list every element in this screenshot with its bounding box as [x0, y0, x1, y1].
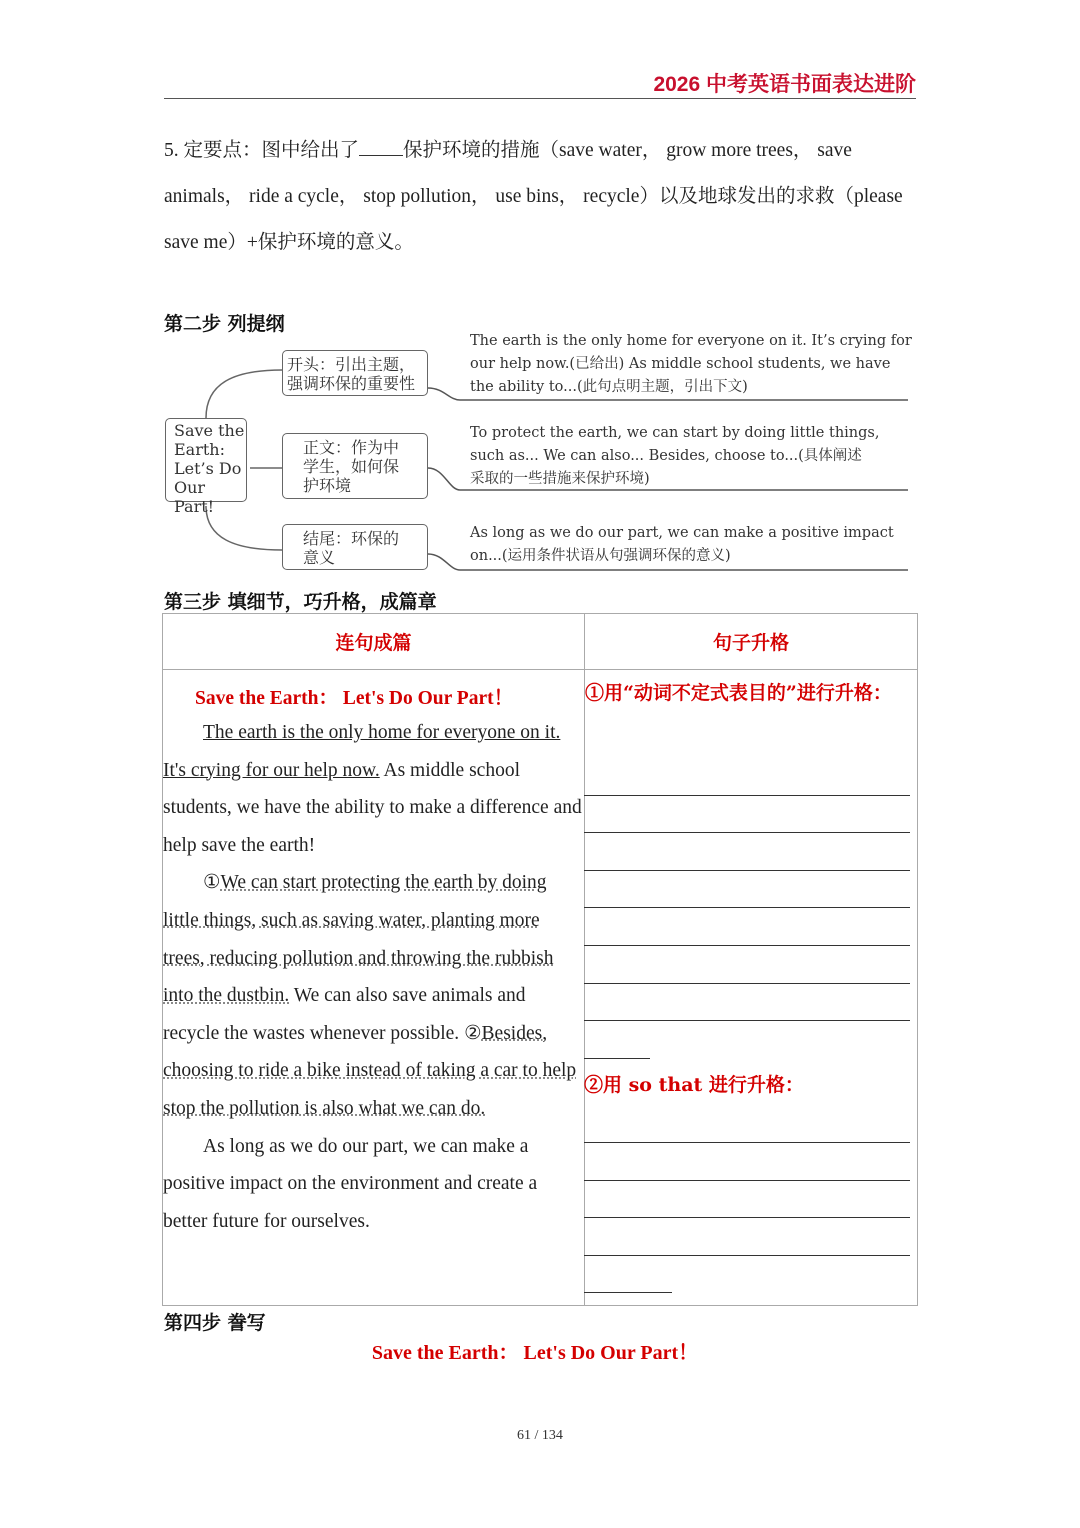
upgrade-instruction-2: ②用 so that 进行升格： [584, 1074, 804, 1096]
answer-line[interactable] [584, 1020, 910, 1021]
upgrade-target-1: We can start protecting the earth by doing little things, such as saving water, planting more trees, reducing pollution and throwing the rubbish into the dustbin. [163, 872, 554, 1007]
upgrade-target-2: Besides, choosing to ride a bike instead of taking a car to help stop the pollution is also what we can do. [163, 1022, 577, 1119]
answer-line[interactable] [584, 1292, 672, 1293]
outline-mindmap [164, 328, 924, 578]
answer-line[interactable] [584, 832, 910, 833]
answer-line[interactable] [584, 1058, 650, 1059]
intro-text-start: 5. 定要点：图中给出了 [164, 140, 360, 161]
answer-line[interactable] [584, 907, 910, 908]
essay-paragraph-2: ①We can start protecting the earth by doing little things, such as saving water, planting more trees, reducing pollution and throwing the rubbish into the dustbin. We can also save animals and recycle the wastes whenever possible. ②Besides, choosing to ride a bike instead of taking a car to help stop the pollution is also what we can do. [163, 872, 577, 1119]
final-essay-title: Save the Earth： Let's Do Our Part！ [371, 1342, 699, 1364]
answer-line[interactable] [584, 983, 910, 984]
mindmap-branch-body-text: To protect the earth, we can start by doing little things, such as... We can also... Besides, choose to...(具体阐述 采取的一些措施来保护环境) [470, 425, 880, 487]
mindmap-branch-end-text: As long as we do our part, we can make a positive impact on...(运用条件状语从句强调环保的意义) [470, 525, 894, 564]
mindmap-branch-end-node: 结尾：环保的 意义 [282, 524, 428, 570]
mindmap-center-node: Save the Earth: Let’s Do Our Part! [165, 418, 247, 502]
mindmap-branch-body-node: 正文：作为中 学生，如何保 护环境 [282, 433, 428, 499]
essay-cell [163, 670, 585, 1306]
answer-line[interactable] [584, 1255, 910, 1256]
essay-paragraph-1: The earth is the only home for everyone on it. It's crying for our help now. As middle school students, we have the ability to make a difference and help save the earth! [163, 722, 582, 856]
step3-heading: 第三步 填细节，巧升格，成篇章 [164, 591, 437, 613]
step4-heading: 第四步 誊写 [164, 1312, 266, 1334]
upgrade-cell [585, 670, 918, 1306]
intro-text-rest: 保护环境的措施（save water， grow more trees， save animals， ride a cycle， stop pollution， use bins， recycle）以及地球发出的求救（please save me）+保护环境的意义。 [164, 140, 903, 253]
answer-line[interactable] [584, 1217, 910, 1218]
essay-paragraph-3: As long as we do our part, we can make a positive impact on the environment and create a better future for ourselves. [163, 1135, 538, 1232]
page-number: 61 / 134 [517, 1428, 563, 1443]
step2-heading: 第二步 列提纲 [164, 313, 285, 335]
mindmap-branch-intro-node: 开头：引出主题， 强调环保的重要性 [282, 350, 428, 396]
intro-paragraph [164, 128, 924, 266]
essay-title: Save the Earth： Let's Do Our Part！ [195, 688, 514, 709]
answer-line[interactable] [584, 1180, 910, 1181]
upgrade-instruction-1: ①用“动词不定式表目的”进行升格： [585, 682, 892, 704]
writing-table [162, 613, 918, 1306]
answer-line[interactable] [584, 945, 910, 946]
answer-line[interactable] [584, 1142, 910, 1143]
header-rule [164, 98, 916, 99]
answer-line[interactable] [584, 795, 910, 796]
document-header-title: 2026 中考英语书面表达进阶 [653, 73, 916, 96]
col-header-essay: 连句成篇 [163, 614, 585, 670]
col-header-upgrade: 句子升格 [585, 614, 918, 670]
fill-blank[interactable] [359, 135, 403, 156]
mindmap-branch-intro-text: The earth is the only home for everyone on it. It’s crying for our help now.(已给出) As middle school students, we have the ability to...(此句点明主题，引出下文) [470, 333, 912, 395]
answer-line[interactable] [584, 870, 910, 871]
